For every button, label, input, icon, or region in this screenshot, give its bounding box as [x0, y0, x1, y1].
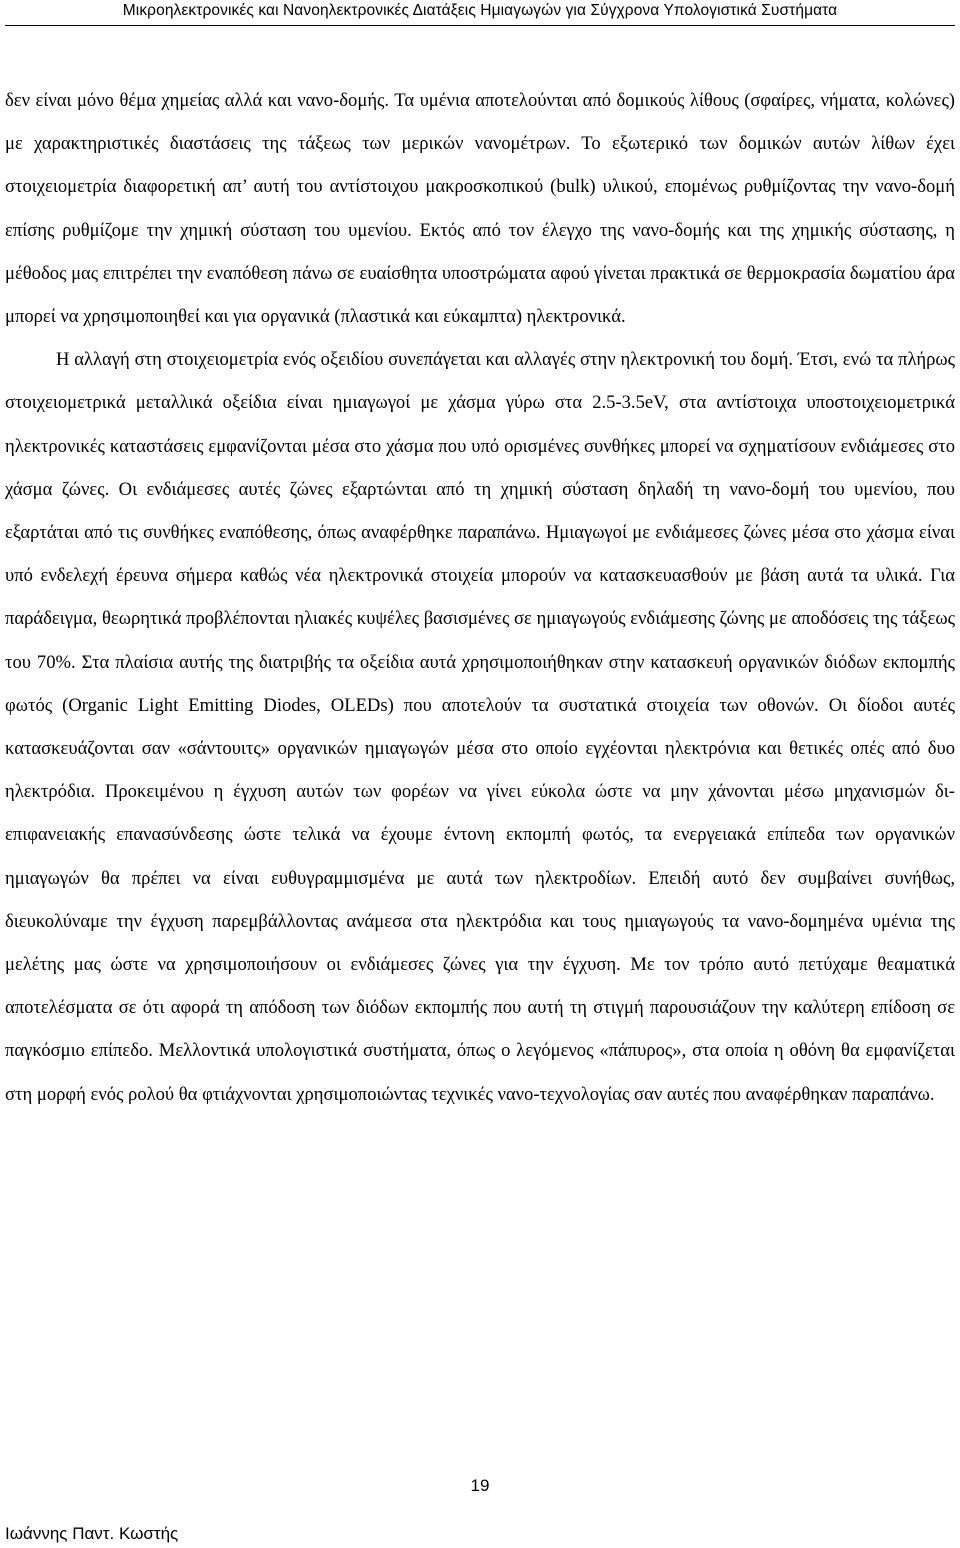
footer-author: Ιωάννης Παντ. Κωστής — [5, 1524, 179, 1543]
running-header: Μικροηλεκτρονικές και Νανοηλεκτρονικές Διατάξεις Ημιαγωγών για Σύγχρονα Υπολογιστικά Συστήματα — [122, 2, 838, 19]
page-number: 19 — [470, 1476, 490, 1495]
paragraph-oxide-stoichiometry: Η αλλαγή στη στοιχειομετρία ενός οξειδίου συνεπάγεται και αλλαγές στην ηλεκτρονική του δομή. Έτσι, ενώ τα πλήρως στοιχειομετρικά μεταλλικά οξείδια είναι ημιαγωγοί με χάσμα γύρω στα 2.5-3.5eV, στα αντίστοιχα υποστοιχειομετρικά ηλεκτρονικές καταστάσεις εμφανίζονται μέσα στο χάσμα που υπό ορισμένες συνθήκες μπορεί να σχηματίσουν ενδιάμεσες στο χάσμα ζώνες. Οι ενδιάμεσες αυτές ζώνες εξαρτώνται από τη χημική σύσταση δηλαδή τη νανο-δομή του υμενίου, που εξαρτάται από τις συνθήκες εναπόθεσης, όπως αναφέρθηκε παραπάνω. Ημιαγωγοί με ενδιάμεσες ζώνες μέσα στο χάσμα είναι υπό ενδελεχή έρευνα σήμερα καθώς νέα ηλεκτρονικά στοιχεία μπορούν να κατασκευασθούν με βάση αυτά τα υλικά. Για παράδειγμα, θεωρητικά προβλέπονται ηλιακές κυψέλες βασισμένες σε ημιαγωγούς ενδιάμεσης ζώνης με αποδόσεις της τάξεως του 70%. Στα πλαίσια αυτής της διατριβής τα οξείδια αυτά χρησιμοποιήθηκαν στην κατασκευή οργανικών διόδων εκπομπής φωτός (Organic Light Emitting Diodes, OLEDs) που αποτελούν τα συστατικά στοιχεία των οθονών. Οι δίοδοι αυτές κατασκευάζονται σαν «σάντουιτς» οργανικών ημιαγωγών μέσα στο οποίο εγχέονται ηλεκτρόνια και θετικές οπές από δυο ηλεκτρόδια. Προκειμένου η έγχυση αυτών των φορέων να γίνει εύκολα ώστε να μην χάνονται μέσω μηχανισμών δι-επιφανειακής επανασύνδεσης ώστε τελικά να έχουμε έντονη εκπομπή φωτός, τα ενεργειακά επίπεδα των οργανικών ημιαγωγών θα πρέπει να είναι ευθυγραμμισμένα με αυτά των ηλεκτροδίων. Επειδή αυτό δεν συμβαίνει συνήθως, διευκολύναμε την έγχυση παρεμβάλλοντας ανάμεσα στα ηλεκτρόδια και τους ημιαγωγούς τα νανο-δομημένα υμένια της μελέτης μας ώστε να χρησιμοποιήσουν οι ενδιάμεσες ζώνες για την έγχυση. Με τον τρόπο αυτό πετύχαμε θεαματικά αποτελέσματα σε ότι αφορά τη απόδοση των διόδων εκπομπής που αυτή τη στιγμή παρουσιάζουν την καλύτερη επίδοση σε παγκόσμιο επίπεδο. Μελλοντικά υπολογιστικά συστήματα, όπως ο λεγόμενος «πάπυρος», στα οποία η οθόνη θα εμφανίζεται στη μορφή ενός ρολού θα φτιάχνονται χρησιμοποιώντας τεχνικές νανο-τεχνολογίας σαν αυτές που αναφέρθηκαν παραπάνω. — [5, 349, 955, 1105]
paragraph-continuation: δεν είναι μόνο θέμα χημείας αλλά και νανο-δομής. Τα υμένια αποτελούνται από δομικούς λίθους (σφαίρες, νήματα, κολώνες) με χαρακτηριστικές διαστάσεις της τάξεως των μερικών νανομέτρων. Το εξωτερικό των δομικών αυτών λίθων έχει στοιχειομετρία διαφορετική απ’ αυτή του αντίστοιχου μακροσκοπικού (bulk) υλικού, επομένως ρυθμίζοντας την νανο-δομή επίσης ρυθμίζομε την χημική σύσταση του υμενίου. Εκτός από τον έλεγχο της νανο-δομής και της χημικής σύστασης, η μέθοδος μας επιτρέπει την εναπόθεση πάνω σε ευαίσθητα υποστρώματα αφού γίνεται πρακτικά σε θερμοκρασία δωματίου άρα μπορεί να χρησιμοποιηθεί και για οργανικά (πλαστικά και εύκαμπτα) ηλεκτρονικά. — [5, 90, 955, 328]
header-divider — [5, 25, 955, 26]
main-text — [5, 79, 955, 1116]
